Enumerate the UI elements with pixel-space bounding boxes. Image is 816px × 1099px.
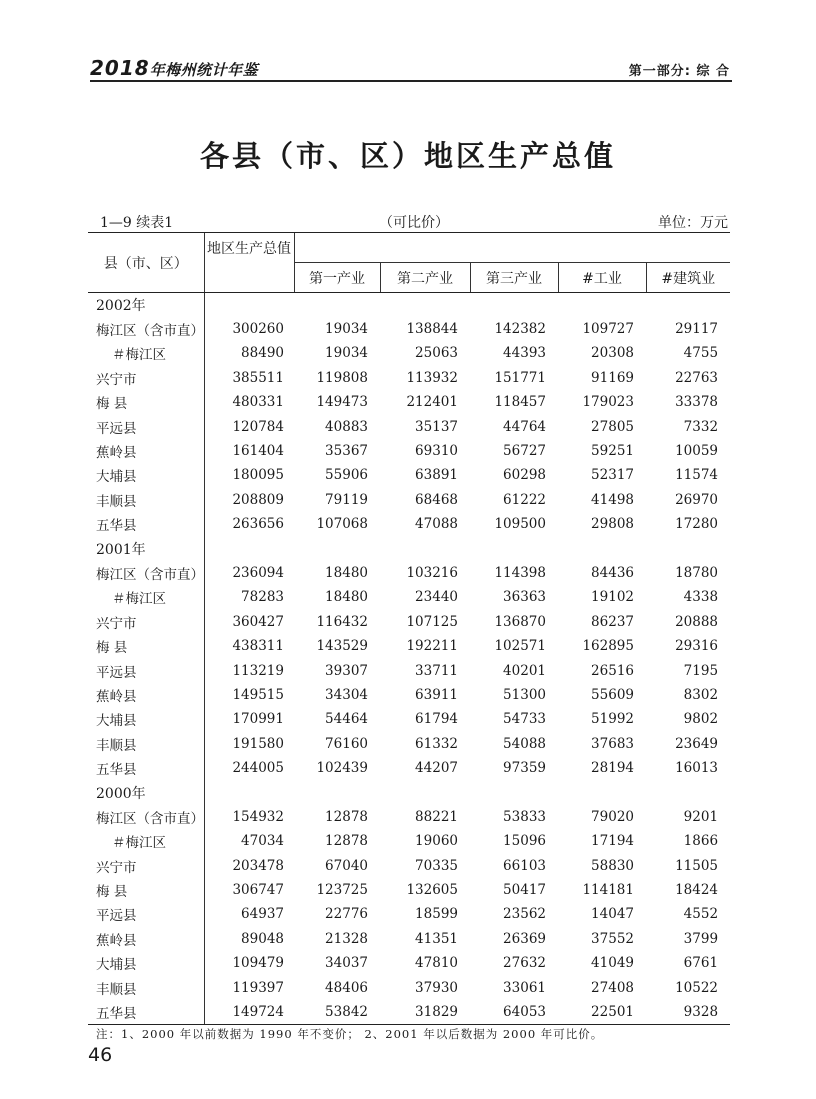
value-cell: 102439 — [316, 760, 368, 777]
value-cell: 18480 — [325, 564, 368, 581]
value-cell: 6761 — [683, 955, 719, 972]
value-cell: 88221 — [415, 808, 458, 825]
value-cell: 19060 — [415, 833, 458, 850]
region-name: 蕉岭县 — [96, 688, 137, 705]
value-cell: 4338 — [683, 589, 719, 606]
value-cell: 22501 — [558, 1000, 646, 1024]
empty-cell — [470, 536, 558, 560]
value-cell: 20888 — [675, 613, 719, 630]
value-cell: 480331 — [204, 390, 294, 414]
value-cell: 69310 — [415, 443, 458, 460]
region-name: 梅 县 — [96, 884, 128, 901]
table-row — [88, 1000, 730, 1024]
value-cell: 12878 — [325, 833, 368, 850]
value-cell: 180095 — [204, 463, 294, 487]
value-cell: 61332 — [415, 735, 458, 752]
region-name: 兴宁市 — [96, 615, 137, 632]
value-cell: 9328 — [646, 1000, 730, 1024]
col-header-blank — [294, 233, 730, 263]
empty-cell — [380, 780, 470, 804]
table-row — [88, 658, 730, 682]
table-row — [88, 512, 730, 536]
value-cell: 66103 — [503, 857, 546, 874]
col-header-tertiary: 第三产业 — [470, 263, 558, 293]
value-cell: 8302 — [683, 686, 719, 703]
region-name: 丰顺县 — [96, 737, 137, 754]
value-cell: 170991 — [204, 707, 294, 731]
value-cell: 55609 — [591, 686, 634, 703]
value-cell: 192211 — [406, 638, 458, 655]
value-cell: 136870 — [494, 613, 546, 630]
value-cell: 27408 — [591, 979, 634, 996]
value-cell: 19034 — [325, 345, 368, 362]
value-cell: 16013 — [675, 760, 719, 777]
table-row — [88, 853, 730, 877]
value-cell: 10059 — [675, 443, 719, 460]
value-cell: 12878 — [325, 808, 368, 825]
empty-cell — [558, 536, 646, 560]
value-cell: 9201 — [683, 808, 719, 825]
value-cell: 263656 — [204, 512, 294, 536]
region-name: 梅 县 — [96, 396, 128, 413]
region-name: ＃梅江区 — [112, 347, 166, 364]
value-cell: 107068 — [316, 516, 368, 533]
value-cell: 3799 — [683, 930, 719, 947]
empty-cell — [294, 293, 380, 317]
running-header — [90, 52, 732, 82]
value-cell: 28194 — [591, 760, 634, 777]
value-cell: 86237 — [591, 613, 634, 630]
region-name: ＃梅江区 — [112, 591, 166, 608]
value-cell: 27632 — [503, 955, 546, 972]
value-cell: 149473 — [316, 394, 368, 411]
region-name: 梅 县 — [96, 640, 128, 657]
value-cell: 236094 — [204, 561, 294, 585]
book-year: 2018 — [90, 56, 150, 80]
table-row — [88, 707, 730, 731]
table-row — [88, 414, 730, 438]
value-cell: 48406 — [325, 979, 368, 996]
value-cell: 191580 — [204, 732, 294, 756]
empty-cell — [646, 780, 730, 804]
value-cell: 15096 — [503, 833, 546, 850]
value-cell: 20308 — [591, 345, 634, 362]
region-name: 平远县 — [96, 664, 137, 681]
table-row — [88, 683, 730, 707]
empty-cell — [558, 780, 646, 804]
value-cell: 109500 — [494, 516, 546, 533]
col-header-secondary: 第二产业 — [380, 263, 470, 293]
value-cell: 107125 — [406, 613, 458, 630]
table-row — [88, 585, 730, 609]
value-cell: 52317 — [591, 467, 634, 484]
value-cell: 35137 — [415, 418, 458, 435]
value-cell: 44207 — [415, 760, 458, 777]
value-cell: 23440 — [415, 589, 458, 606]
value-cell: 47088 — [415, 516, 458, 533]
value-cell: 51300 — [503, 686, 546, 703]
page-title: 各县（市、区）地区生产总值 — [199, 139, 616, 173]
value-cell: 1866 — [683, 833, 719, 850]
value-cell: 41498 — [591, 491, 634, 508]
section-label: 第一部分: 综 合 — [628, 64, 730, 79]
table-row — [88, 756, 730, 780]
region-name: 五华县 — [96, 762, 137, 779]
price-basis: （可比价） — [379, 215, 449, 231]
value-cell: 51992 — [591, 711, 634, 728]
value-cell: 54088 — [503, 735, 546, 752]
value-cell: 113932 — [406, 369, 458, 386]
region-name: 大埔县 — [96, 713, 137, 730]
value-cell: 23649 — [675, 735, 719, 752]
region-name: 丰顺县 — [96, 981, 137, 998]
value-cell: 114181 — [582, 882, 634, 899]
value-cell: 102571 — [494, 638, 546, 655]
value-cell: 36363 — [503, 589, 546, 606]
region-name: 丰顺县 — [96, 493, 137, 510]
value-cell: 138844 — [406, 321, 458, 338]
value-cell: 89048 — [204, 927, 294, 951]
value-cell: 17194 — [591, 833, 634, 850]
value-cell: 151771 — [494, 369, 546, 386]
region-name: 梅江区（含市直） — [96, 810, 204, 827]
value-cell: 31829 — [380, 1000, 470, 1024]
value-cell: 7195 — [683, 662, 719, 679]
col-header-region: 县（市、区） — [88, 233, 204, 293]
value-cell: 142382 — [494, 321, 546, 338]
value-cell: 118457 — [494, 394, 546, 411]
footnote: 注：1、2000 年以前数据为 1990 年不变价； 2、2001 年以后数据为 2000 年可比价。 — [96, 1027, 604, 1041]
empty-cell — [558, 293, 646, 317]
value-cell: 212401 — [406, 394, 458, 411]
empty-cell — [204, 536, 294, 560]
table-row — [88, 341, 730, 365]
value-cell: 29117 — [675, 321, 719, 338]
value-cell: 14047 — [591, 906, 634, 923]
table-row — [88, 732, 730, 756]
region-name: 平远县 — [96, 908, 137, 925]
value-cell: 97359 — [503, 760, 546, 777]
value-cell: 60298 — [503, 467, 546, 484]
gdp-table — [88, 232, 730, 1025]
table-row — [88, 829, 730, 853]
region-name: 五华县 — [88, 1000, 204, 1024]
value-cell: 149724 — [204, 1000, 294, 1024]
value-cell: 154932 — [204, 805, 294, 829]
value-cell: 37683 — [591, 735, 634, 752]
empty-cell — [204, 293, 294, 317]
value-cell: 162895 — [582, 638, 634, 655]
empty-cell — [470, 780, 558, 804]
table-subheader — [100, 212, 728, 232]
value-cell: 119397 — [204, 975, 294, 999]
value-cell: 50417 — [503, 882, 546, 899]
value-cell: 18780 — [675, 564, 719, 581]
value-cell: 67040 — [325, 857, 368, 874]
region-name: 五华县 — [96, 518, 137, 535]
table-row — [88, 366, 730, 390]
value-cell: 306747 — [204, 878, 294, 902]
table-row — [88, 561, 730, 585]
value-cell: 44764 — [503, 418, 546, 435]
value-cell: 17280 — [675, 516, 719, 533]
region-name: ＃梅江区 — [112, 835, 166, 852]
unit-label: 单位：万元 — [658, 215, 728, 231]
empty-cell — [294, 536, 380, 560]
table-row — [88, 951, 730, 975]
region-name: 大埔县 — [96, 957, 137, 974]
value-cell: 132605 — [406, 882, 458, 899]
value-cell: 33061 — [503, 979, 546, 996]
value-cell: 33378 — [675, 394, 719, 411]
value-cell: 37552 — [591, 930, 634, 947]
value-cell: 123725 — [316, 882, 368, 899]
year-row — [88, 293, 730, 317]
value-cell: 149515 — [204, 683, 294, 707]
value-cell: 113219 — [204, 658, 294, 682]
value-cell: 19034 — [325, 321, 368, 338]
value-cell: 103216 — [406, 564, 458, 581]
empty-cell — [380, 293, 470, 317]
year-label: 2001年 — [96, 541, 146, 558]
value-cell: 22776 — [325, 906, 368, 923]
table-row — [88, 317, 730, 341]
value-cell: 26970 — [675, 491, 719, 508]
table-row — [88, 927, 730, 951]
value-cell: 40883 — [325, 418, 368, 435]
year-label: 2002年 — [96, 297, 146, 314]
value-cell: 91169 — [591, 369, 634, 386]
value-cell: 19102 — [591, 589, 634, 606]
empty-cell — [646, 536, 730, 560]
value-cell: 54464 — [325, 711, 368, 728]
value-cell: 44393 — [503, 345, 546, 362]
value-cell: 21328 — [325, 930, 368, 947]
value-cell: 53833 — [503, 808, 546, 825]
table-row — [88, 878, 730, 902]
value-cell: 18599 — [415, 906, 458, 923]
year-label: 2000年 — [96, 785, 146, 802]
value-cell: 360427 — [204, 610, 294, 634]
empty-cell — [646, 293, 730, 317]
value-cell: 33711 — [415, 662, 458, 679]
book-name: 年梅州统计年鉴 — [149, 61, 259, 79]
value-cell: 244005 — [204, 756, 294, 780]
value-cell: 61222 — [503, 491, 546, 508]
value-cell: 84436 — [591, 564, 634, 581]
table-body — [88, 293, 730, 1025]
table-row — [88, 610, 730, 634]
value-cell: 35367 — [325, 443, 368, 460]
value-cell: 25063 — [415, 345, 458, 362]
value-cell: 41351 — [415, 930, 458, 947]
value-cell: 55906 — [325, 467, 368, 484]
value-cell: 11505 — [675, 857, 719, 874]
region-name: 兴宁市 — [96, 371, 137, 388]
value-cell: 29316 — [675, 638, 719, 655]
value-cell: 26369 — [503, 930, 546, 947]
value-cell: 208809 — [204, 488, 294, 512]
year-row — [88, 780, 730, 804]
table-row — [88, 439, 730, 463]
table-row — [88, 902, 730, 926]
value-cell: 9802 — [683, 711, 719, 728]
region-name: 兴宁市 — [96, 859, 137, 876]
value-cell: 10522 — [675, 979, 719, 996]
value-cell: 41049 — [591, 955, 634, 972]
table-row — [88, 390, 730, 414]
empty-cell — [470, 293, 558, 317]
value-cell: 70335 — [415, 857, 458, 874]
value-cell: 18480 — [325, 589, 368, 606]
value-cell: 64053 — [470, 1000, 558, 1024]
region-name: 大埔县 — [96, 469, 137, 486]
value-cell: 438311 — [204, 634, 294, 658]
value-cell: 26516 — [591, 662, 634, 679]
value-cell: 120784 — [204, 414, 294, 438]
table-row — [88, 463, 730, 487]
value-cell: 76160 — [325, 735, 368, 752]
col-header-industry: #工业 — [558, 263, 646, 293]
value-cell: 161404 — [204, 439, 294, 463]
col-header-gdp: 地区生产总值 — [204, 233, 294, 263]
table-row — [88, 975, 730, 999]
value-cell: 385511 — [204, 366, 294, 390]
table-row — [88, 634, 730, 658]
value-cell: 56727 — [503, 443, 546, 460]
value-cell: 34304 — [325, 686, 368, 703]
empty-cell — [294, 780, 380, 804]
value-cell: 47810 — [415, 955, 458, 972]
value-cell: 18424 — [675, 882, 719, 899]
value-cell: 63891 — [415, 467, 458, 484]
region-name: 梅江区（含市直） — [96, 566, 204, 583]
value-cell: 109479 — [204, 951, 294, 975]
value-cell: 59251 — [591, 443, 634, 460]
value-cell: 4552 — [683, 906, 719, 923]
value-cell: 53842 — [294, 1000, 380, 1024]
value-cell: 40201 — [503, 662, 546, 679]
value-cell: 88490 — [204, 341, 294, 365]
table-row — [88, 805, 730, 829]
value-cell: 179023 — [582, 394, 634, 411]
value-cell: 68468 — [415, 491, 458, 508]
value-cell: 78283 — [204, 585, 294, 609]
value-cell: 61794 — [415, 711, 458, 728]
page-number: 46 — [88, 1044, 113, 1066]
value-cell: 143529 — [316, 638, 368, 655]
value-cell: 63911 — [415, 686, 458, 703]
value-cell: 54733 — [503, 711, 546, 728]
value-cell: 58830 — [591, 857, 634, 874]
value-cell: 23562 — [503, 906, 546, 923]
value-cell: 4755 — [683, 345, 719, 362]
col-header-gdp-lower — [204, 263, 294, 293]
value-cell: 119808 — [316, 369, 368, 386]
value-cell: 64937 — [204, 902, 294, 926]
col-header-primary: 第一产业 — [294, 263, 380, 293]
region-name: 平远县 — [96, 420, 137, 437]
table-row — [88, 488, 730, 512]
value-cell: 22763 — [675, 369, 719, 386]
table-id: 1—9 续表1 — [100, 215, 174, 231]
value-cell: 203478 — [204, 853, 294, 877]
empty-cell — [380, 536, 470, 560]
value-cell: 47034 — [204, 829, 294, 853]
region-name: 蕉岭县 — [96, 932, 137, 949]
book-title — [90, 56, 258, 80]
value-cell: 7332 — [683, 418, 719, 435]
value-cell: 11574 — [675, 467, 719, 484]
col-header-construction: #建筑业 — [646, 263, 730, 293]
value-cell: 109727 — [582, 321, 634, 338]
value-cell: 300260 — [204, 317, 294, 341]
value-cell: 114398 — [494, 564, 546, 581]
year-row — [88, 536, 730, 560]
value-cell: 37930 — [415, 979, 458, 996]
value-cell: 39307 — [325, 662, 368, 679]
value-cell: 116432 — [316, 613, 368, 630]
value-cell: 79119 — [325, 491, 368, 508]
value-cell: 79020 — [591, 808, 634, 825]
value-cell: 29808 — [591, 516, 634, 533]
value-cell: 27805 — [591, 418, 634, 435]
region-name: 梅江区（含市直） — [96, 323, 204, 340]
empty-cell — [204, 780, 294, 804]
value-cell: 34037 — [325, 955, 368, 972]
region-name: 蕉岭县 — [96, 445, 137, 462]
